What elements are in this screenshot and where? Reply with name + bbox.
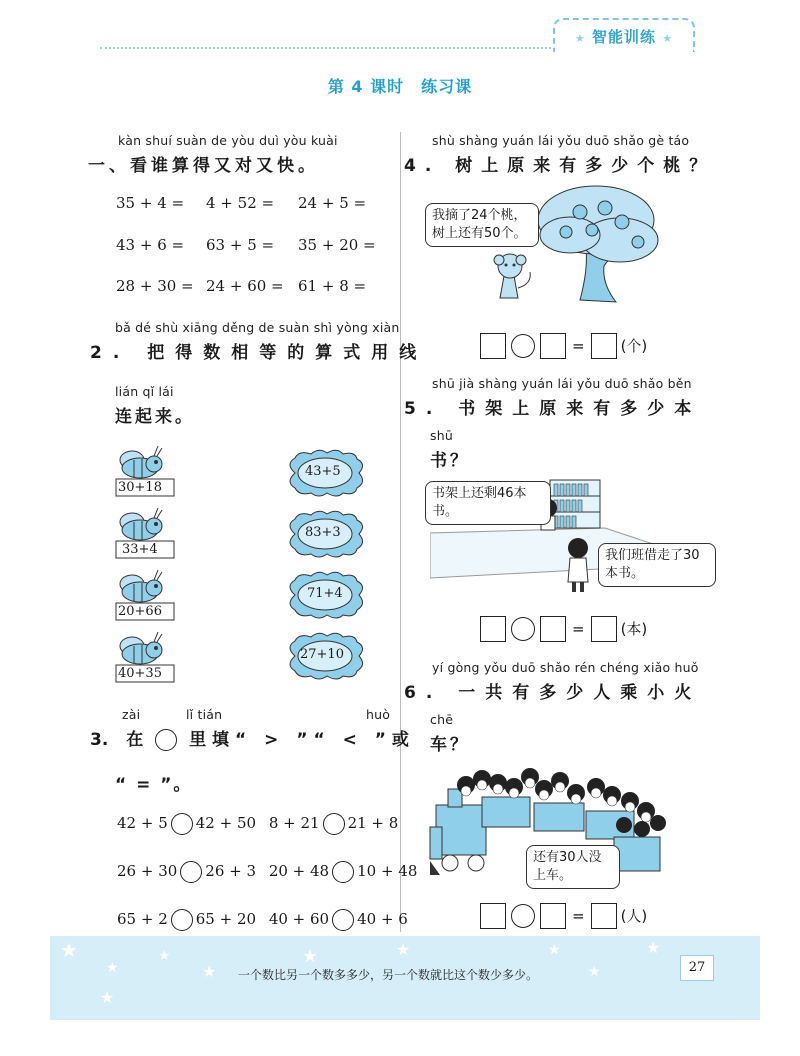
q6-heading-line2: 车？: [430, 735, 470, 755]
equals-sign: =: [572, 336, 585, 355]
q3-right-expr: 10 + 48: [357, 862, 418, 880]
header-dotted-line: [100, 47, 555, 49]
flower-label: 27+10: [300, 647, 344, 662]
star-icon: ★: [106, 960, 119, 976]
q3-left-expr: 40 + 60: [268, 910, 330, 928]
answer-box[interactable]: [591, 616, 617, 642]
operator-circle[interactable]: [511, 617, 535, 641]
answer-box[interactable]: [540, 333, 566, 359]
equals-sign: =: [572, 906, 585, 925]
q2-heading-line2: 连起来。: [115, 407, 195, 427]
q4-pinyin: shù shàng yuán lái yǒu duō shǎo gè táo: [432, 133, 690, 148]
answer-box[interactable]: [540, 616, 566, 642]
q6-answer-row: [480, 903, 647, 929]
answer-box[interactable]: [480, 333, 506, 359]
q1-pinyin: kàn shuí suàn de yòu duì yòu kuài: [118, 133, 338, 148]
footer-tip: 一个数比另一个数多多少，另一个数就比这个数少多少。: [238, 968, 539, 982]
q4-answer-row: [480, 333, 647, 359]
bee-card[interactable]: [110, 502, 180, 564]
answer-box[interactable]: [480, 616, 506, 642]
q3-right-expr: 42 + 50: [195, 814, 257, 832]
unit-label: (本): [620, 619, 648, 638]
flower-card[interactable]: [283, 631, 367, 685]
compare-circle[interactable]: [171, 909, 193, 931]
q5-heading-line1: 5. 书架上原来有多少本: [404, 399, 702, 419]
star-icon: ★: [646, 938, 661, 957]
q3-right-expr: 26 + 3: [205, 862, 257, 880]
q3-left-expr: 42 + 5: [117, 814, 168, 832]
compare-circle[interactable]: [323, 813, 345, 835]
flower-card[interactable]: [283, 570, 367, 624]
q3-circle-symbol: [155, 729, 177, 751]
q3-heading-line2: “ = ”。: [115, 775, 193, 795]
q5-answer-row: [480, 616, 647, 642]
column-divider: [400, 132, 401, 932]
star-icon: ★: [662, 32, 674, 45]
q1-r2c1: 43 + 6 =: [116, 236, 185, 254]
q3-pinyin-zai: zài: [122, 707, 141, 722]
flower-card[interactable]: [283, 509, 367, 563]
q5-speech-bubble-librarian: 书架上还剩46本书。: [425, 481, 551, 525]
operator-circle[interactable]: [511, 904, 535, 928]
q3-right-expr: 40 + 6: [357, 910, 408, 928]
q1-r3c3: 61 + 8 =: [298, 277, 367, 295]
q1-r1c3: 24 + 5 =: [298, 194, 367, 212]
q3-right-expr: 21 + 8: [347, 814, 399, 832]
bee-card[interactable]: [110, 440, 180, 502]
footer-banner: [50, 936, 760, 1020]
bee-label: 40+35: [118, 666, 162, 681]
answer-box[interactable]: [540, 903, 566, 929]
compare-circle[interactable]: [171, 813, 193, 835]
page-number: 27: [680, 955, 714, 981]
q3-right-expr: 65 + 20: [195, 910, 257, 928]
q3-row: [117, 861, 417, 883]
unit-label: (个): [620, 336, 648, 355]
q3-row: [117, 909, 408, 931]
bee-label: 30+18: [118, 480, 162, 495]
q6-pinyin-line2: chē: [430, 712, 454, 727]
q5-speech-bubble-student: 我们班借走了30本书。: [598, 543, 716, 587]
compare-circle[interactable]: [332, 909, 354, 931]
q3-left-expr: 20 + 48: [268, 862, 330, 880]
q5-pinyin-line2: shū: [430, 428, 453, 443]
q2-pinyin-line2: lián qǐ lái: [115, 384, 174, 399]
q2-pinyin-line1: bǎ dé shù xiāng děng de suàn shì yòng xiàn: [115, 320, 400, 335]
bee-card[interactable]: [110, 626, 180, 688]
q3-heading: [90, 725, 415, 751]
q1-r3c1: 28 + 30 =: [116, 277, 194, 295]
q3-number: 3.: [90, 730, 109, 750]
q3-left-expr: 26 + 30: [117, 862, 178, 880]
answer-box[interactable]: [480, 903, 506, 929]
answer-box[interactable]: [591, 333, 617, 359]
equals-sign: =: [572, 619, 585, 638]
q1-r1c2: 4 + 52 =: [206, 194, 275, 212]
q1-r2c3: 35 + 20 =: [298, 236, 376, 254]
q3-left-expr: 8 + 21: [268, 814, 320, 832]
section-tab: [553, 18, 695, 52]
flower-label: 83+3: [305, 525, 341, 540]
compare-circle[interactable]: [180, 861, 202, 883]
star-icon: ★: [158, 948, 171, 964]
q3-left-expr: 65 + 2: [117, 910, 168, 928]
star-icon: ★: [574, 32, 586, 45]
flower-card[interactable]: [283, 448, 367, 502]
q3-pinyin-huo: huò: [366, 707, 391, 722]
q6-speech-bubble: 还有30人没上车。: [526, 845, 620, 889]
q3-heading-rest: 里填“ > ”“ < ”或: [189, 730, 415, 750]
star-icon: ★: [396, 940, 411, 959]
star-icon: ★: [588, 964, 601, 980]
q2-heading-line1: 2. 把得数相等的算式用线: [90, 343, 428, 363]
q6-heading-line1: 6. 一共有多少人乘小火: [404, 683, 702, 703]
compare-circle[interactable]: [332, 861, 354, 883]
lesson-title: 第 4 课时 练习课: [327, 77, 473, 96]
q4-heading: 4. 树上原来有多少个桃？: [404, 156, 716, 176]
operator-circle[interactable]: [511, 334, 535, 358]
star-icon: ★: [100, 988, 115, 1007]
q3-pinyin-litian: lǐ tián: [186, 707, 223, 722]
star-icon: ★: [302, 946, 319, 967]
star-icon: ★: [202, 962, 217, 981]
bee-card[interactable]: [110, 564, 180, 626]
q3-word-zai: 在: [126, 730, 144, 750]
star-icon: ★: [60, 938, 78, 962]
q5-heading-line2: 书？: [430, 451, 470, 471]
q1-r1c1: 35 + 4 =: [116, 194, 185, 212]
flower-label: 71+4: [307, 586, 343, 601]
unit-label: (人): [620, 906, 648, 925]
q6-pinyin-line1: yí gòng yǒu duō shǎo rén chéng xiǎo huǒ: [432, 660, 699, 675]
q1-r3c2: 24 + 60 =: [206, 277, 284, 295]
flower-label: 43+5: [305, 464, 341, 479]
answer-box[interactable]: [591, 903, 617, 929]
q5-pinyin-line1: shū jià shàng yuán lái yǒu duō shǎo běn: [432, 376, 692, 391]
q1-r2c2: 63 + 5 =: [206, 236, 275, 254]
section-tab-label: 智能训练: [591, 28, 656, 46]
star-icon: ★: [548, 942, 561, 958]
q4-speech-bubble: 我摘了24个桃，树上还有50个。: [425, 203, 539, 247]
bee-label: 33+4: [122, 542, 158, 557]
q1-heading: 一、看谁算得又对又快。: [88, 156, 319, 176]
q3-row: [117, 813, 398, 835]
bee-label: 20+66: [118, 604, 162, 619]
